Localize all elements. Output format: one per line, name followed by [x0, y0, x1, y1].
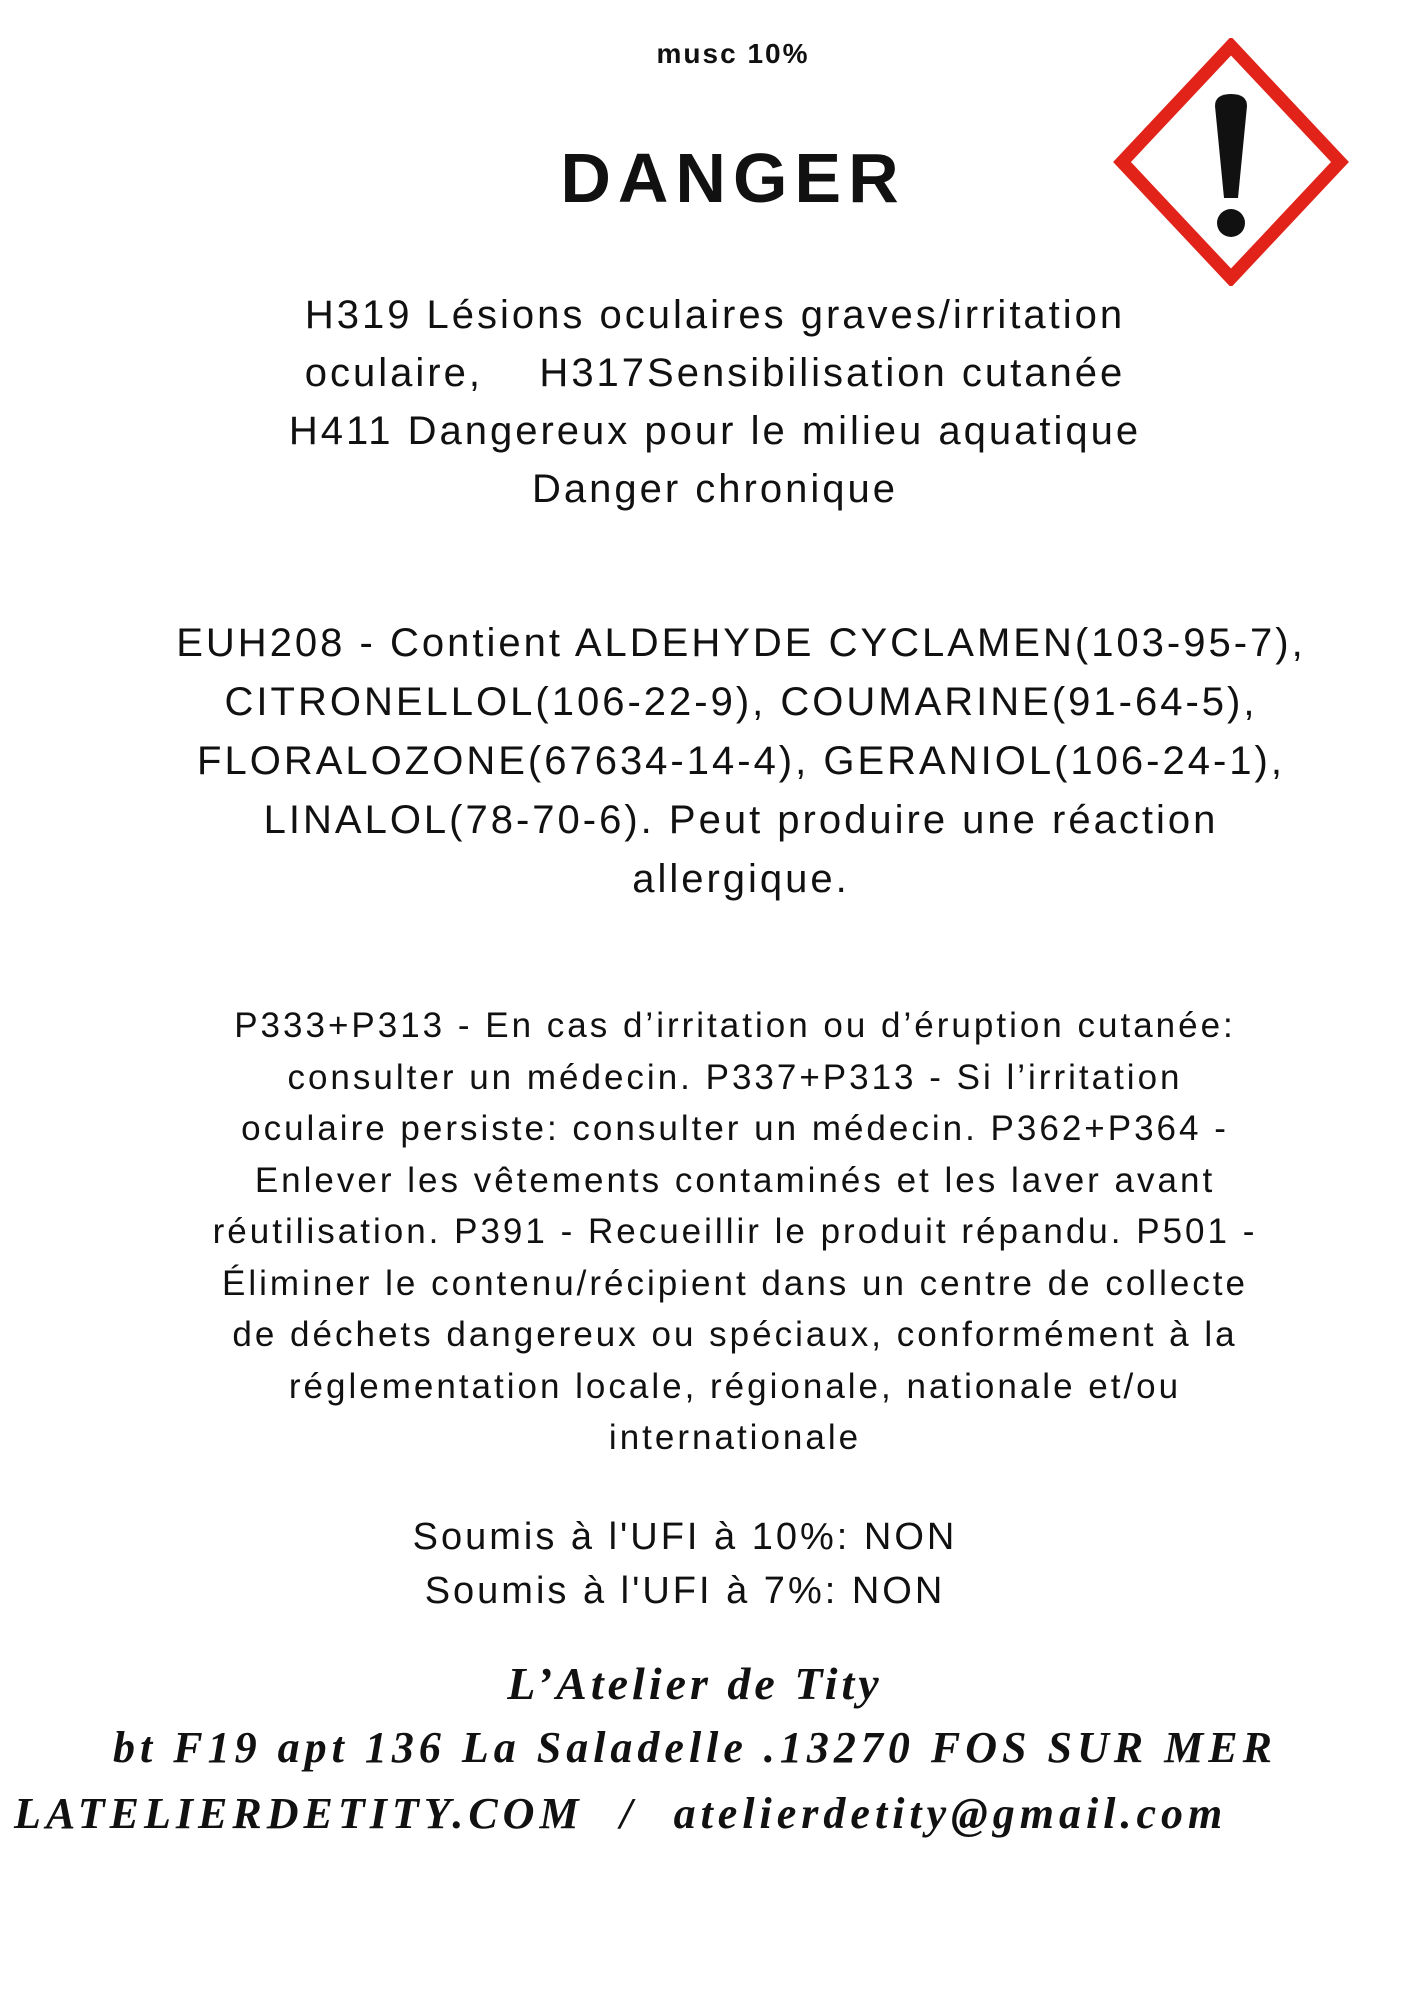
precaution-line: internationale [608, 1418, 862, 1457]
email-link[interactable]: atelierdetity@gmail.com [673, 1789, 1228, 1838]
ufi-line: Soumis à l'UFI à 7%: NON [424, 1570, 946, 1612]
product-name: musc 10% [656, 38, 810, 69]
ufi-line: Soumis à l'UFI à 10%: NON [412, 1516, 958, 1558]
hazard-statements [150, 286, 1280, 518]
brand-address: bt F19 apt 136 La Saladelle .13270 FOS SUR MER [113, 1723, 1277, 1772]
precaution-line: Enlever les vêtements contaminés et les laver avant [254, 1160, 1216, 1200]
precautionary-statements [110, 1000, 1360, 1464]
euh208-statement [86, 614, 1396, 909]
hazard-line: Danger chronique [532, 467, 898, 511]
precaution-line: oculaire persiste: consulter un médecin. P362+P364 - [241, 1109, 1229, 1148]
euh-line: EUH208 - Contient ALDEHYDE CYCLAMEN(103-95-7), [176, 621, 1306, 665]
ufi-status [330, 1510, 1040, 1618]
euh-line: FLORALOZONE(67634-14-4), GERANIOL(106-24-1), [197, 739, 1285, 783]
hazard-line: H319 Lésions oculaires graves/irritation [304, 293, 1126, 337]
precaution-line: consulter un médecin. P337+P313 - Si l’irritation [287, 1057, 1183, 1097]
precaution-line: P333+P313 - En cas d’irritation ou d’éruption cutanée: [234, 1006, 1236, 1045]
hazard-line: H411 Dangereux pour le milieu aquatique [288, 409, 1142, 453]
precaution-line: de déchets dangereux ou spéciaux, conformément à la [232, 1315, 1238, 1354]
precaution-line: réutilisation. P391 - Recueillir le produit répandu. P501 - [212, 1212, 1258, 1251]
precaution-line: Éliminer le contenu/récipient dans un centre de collecte [222, 1263, 1248, 1303]
exclamation-mark-icon [1112, 38, 1350, 286]
website-link[interactable]: LATELIERDETITY.COM [14, 1789, 584, 1838]
ghs-exclamation-pictogram [1112, 38, 1350, 286]
brand-contact [14, 1788, 1414, 1839]
precaution-line: réglementation locale, régionale, nationale et/ou [288, 1366, 1182, 1406]
euh-line: CITRONELLOL(106-22-9), COUMARINE(91-64-5), [224, 680, 1258, 724]
signal-word: DANGER [560, 139, 906, 217]
euh-line: allergique. [632, 857, 850, 901]
brand-name: L’Atelier de Tity [507, 1658, 883, 1709]
contact-separator: / [619, 1789, 638, 1838]
hazard-line: oculaire, H317Sensibilisation cutanée [304, 351, 1126, 395]
euh-line: LINALOL(78-70-6). Peut produire une réaction [263, 798, 1219, 842]
